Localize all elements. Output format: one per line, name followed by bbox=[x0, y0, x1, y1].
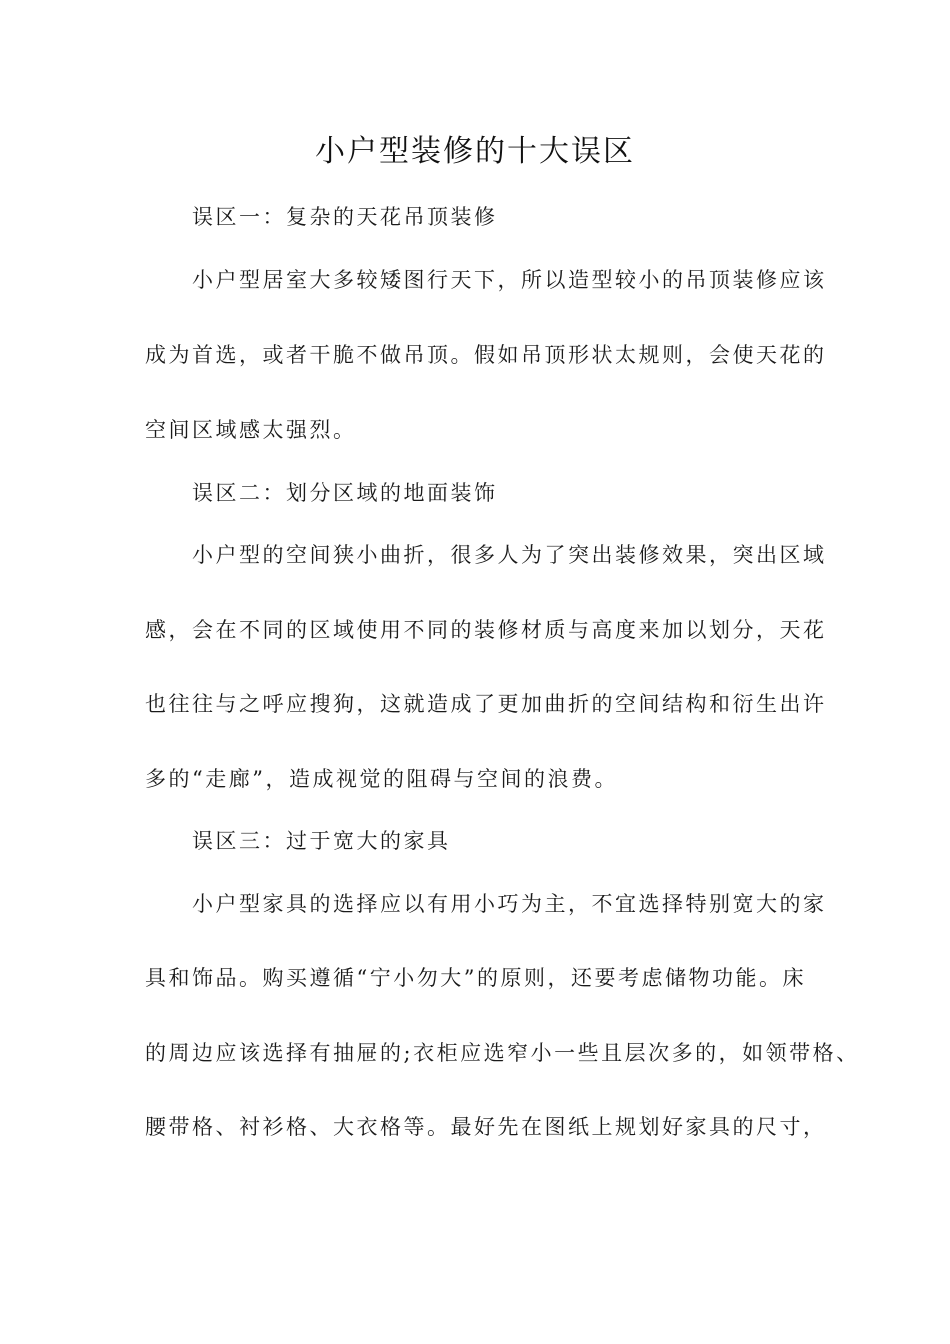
paragraph-line: 成为首选，或者干脆不做吊顶。假如吊顶形状太规则，会使天花的 bbox=[145, 343, 827, 367]
paragraph-line: 感，会在不同的区域使用不同的装修材质与高度来加以划分，天花 bbox=[145, 618, 827, 642]
section-heading-2: 误区二：划分区域的地面装饰 bbox=[192, 481, 498, 505]
paragraph-line: 空间区域感太强烈。 bbox=[145, 418, 357, 442]
paragraph-line: 具和饰品。购买遵循“宁小勿大”的原则，还要考虑储物功能。床 bbox=[145, 966, 806, 990]
document-title: 小户型装修的十大误区 bbox=[315, 134, 635, 169]
paragraph-line: 的周边应该选择有抽屉的;衣柜应选窄小一些且层次多的，如领带格、 bbox=[145, 1041, 860, 1065]
section-heading-1: 误区一：复杂的天花吊顶装修 bbox=[192, 205, 498, 229]
paragraph-line: 小户型的空间狭小曲折，很多人为了突出装修效果，突出区域 bbox=[192, 543, 827, 567]
paragraph-line: 小户型居室大多较矮图行天下，所以造型较小的吊顶装修应该 bbox=[192, 268, 827, 292]
paragraph-line: 腰带格、衬衫格、大衣格等。最好先在图纸上规划好家具的尺寸， bbox=[145, 1115, 827, 1139]
section-heading-3: 误区三：过于宽大的家具 bbox=[192, 829, 451, 853]
paragraph-line: 也往往与之呼应搜狗，这就造成了更加曲折的空间结构和衍生出许 bbox=[145, 692, 827, 716]
paragraph-line: 小户型家具的选择应以有用小巧为主，不宜选择特别宽大的家 bbox=[192, 892, 827, 916]
paragraph-line: 多的“走廊”，造成视觉的阻碍与空间的浪费。 bbox=[145, 767, 618, 791]
